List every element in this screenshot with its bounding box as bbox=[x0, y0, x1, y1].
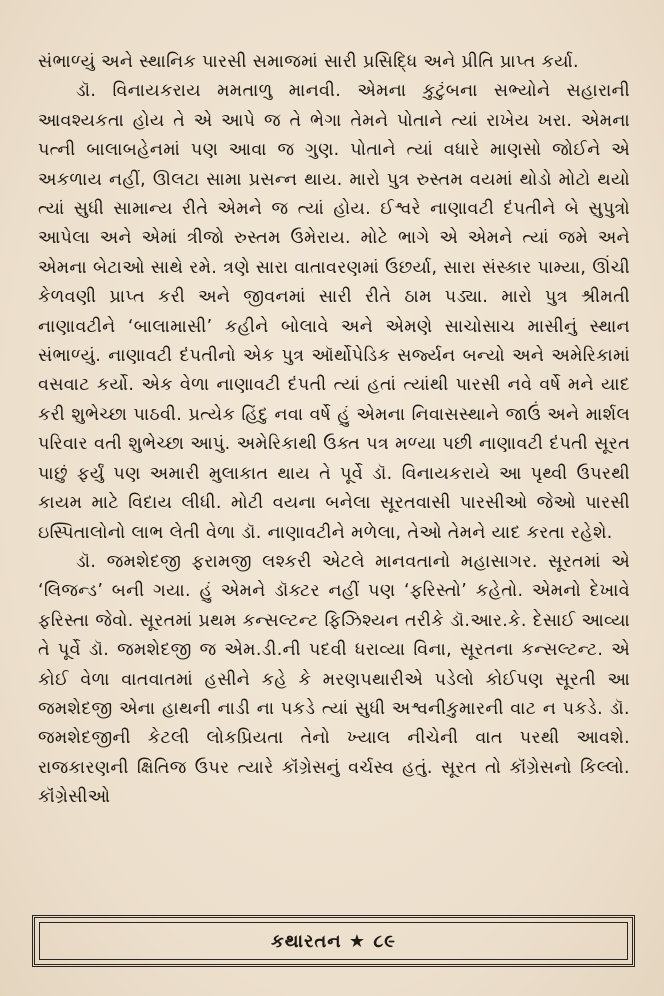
paragraph-continuation: સંભાળ્યું અને સ્થાનિક પારસી સમાજમાં સારી પ્રસિદ્ધિ અને પ્રીતિ પ્રાપ્ત કર્યા. bbox=[38, 52, 579, 72]
page-number-label: કથારતન ★ ૮૯ bbox=[271, 930, 396, 952]
paragraph-vinayakray: ડૉ. વિનાયકરાય મમતાળુ માનવી. એમના કુટુંબના સભ્યોને સહારાની આવશ્યકતા હોય તે એ આપે જ તે ભેગા તેમને પોતાને ત્યાં રાખેય ખરા. એમના પત્ની બાલાબહેનમાં પણ આવા જ ગુણ. પોતાને ત્યાં વધારે માણસો જોઈને એ અકળાય નહીં, ઊલટા સામા પ્રસન્ન થાય. મારો પુત્ર રુસ્તમ વયમાં થોડો મોટો થયો ત્યાં સુધી સામાન્ય રીતે એમને જ ત્યાં હોય. ઈશ્વરે નાણાવટી દંપતીને બે સુપુત્રો આપેલા અને એમાં ત્રીજો રુસ્તમ ઉમેરાય. મોટે ભાગે એ એમને ત્યાં જમે અને એમના બેટાઓ સાથે રમે. ત્રણે સારા વાતાવરણમાં ઉછર્યા, સારા સંસ્કાર પામ્યા, ઊંચી કેળવણી પ્રાપ્ત કરી અને જીવનમાં સારી રીતે ઠામ પડ્યા. મારો પુત્ર શ્રીમતી નાણાવટીને ‘બાલામાસી’ કહીને બોલાવે અને એમણે સાચોસાચ માસીનું સ્થાન સંભાળ્યું. નાણાવટી દંપતીનો એક પુત્ર ઑર્થોપેડિક સર્જ્યન બન્યો અને અમેરિકામાં વસવાટ કર્યો. એક વેળા નાણાવટી દંપતી ત્યાં હતાં ત્યાંથી પારસી નવે વર્ષે મને યાદ કરી શુભેચ્છા પાઠવી. પ્રત્યેક હિંદુ નવા વર્ષે હું એમના નિવાસસ્થાને જાઉં અને માર્શલ પરિવાર વતી શુભેચ્છા આપું. અમેરિકાથી ઉક્ત પત્ર મળ્યા પછી નાણાવટી દંપતી સૂરત પાછું ફર્યું પણ અમારી મુલાકાત થાય તે પૂર્વે ડૉ. વિનાયકરાયે આ પૃથ્વી ઉપરથી કાયમ માટે વિદાય લીધી. મોટી વયના બનેલા સૂરતવાસી પારસીઓ જેઓ પારસી ઇસ્પિતાલોનો લાભ લેતી વેળા ડૉ. નાણાવટીને મળેલા, તેઓ તેમને યાદ કરતા રહેશે. bbox=[38, 81, 630, 543]
paragraph-jamshedji: ડૉ. જમશેદજી ફરામજી લશ્કરી એટલે માનવતાનો મહાસાગર. સૂરતમાં એ ‘લિજન્ડ’ બની ગયા. હું એમને ડૉક્ટર નહીં પણ ‘ફરિસ્તો’ કહેતો. એમનો દેખાવે ફરિસ્તા જેવો. સૂરતમાં પ્રથમ કન્સલ્ટન્ટ ફિઝિશ્યન તરીકે ડૉ.આર.કે. દેસાઈ આવ્યા તે પૂર્વે ડૉ. જમશેદજી જ એમ.ડી.ની પદવી ધરાવ્યા વિના, સૂરતના કન્સલ્ટન્ટ. એ કોઈ વેળા વાતવાતમાં હસીને કહે કે મરણપથારીએ પડેલો કોઈપણ સૂરતી આ જમશેદજી એના હાથની નાડી ના પકડે ત્યાં સુધી અશ્વનીકુમારની વાટ ન પકડે. ડૉ. જમશેદજીની કેટલી લોકપ્રિયતા તેનો ખ્યાલ નીચેની વાત પરથી આવશે. રાજકારણની ક્ષિતિજ ઉપર ત્યારે કૉંગ્રેસનું વર્ચસ્વ હતું. સૂરત તો કૉંગ્રેસનો કિલ્લો. કૉંગ્રેસીઓ bbox=[38, 551, 630, 808]
body-text bbox=[38, 48, 630, 813]
page-footer bbox=[32, 915, 635, 967]
